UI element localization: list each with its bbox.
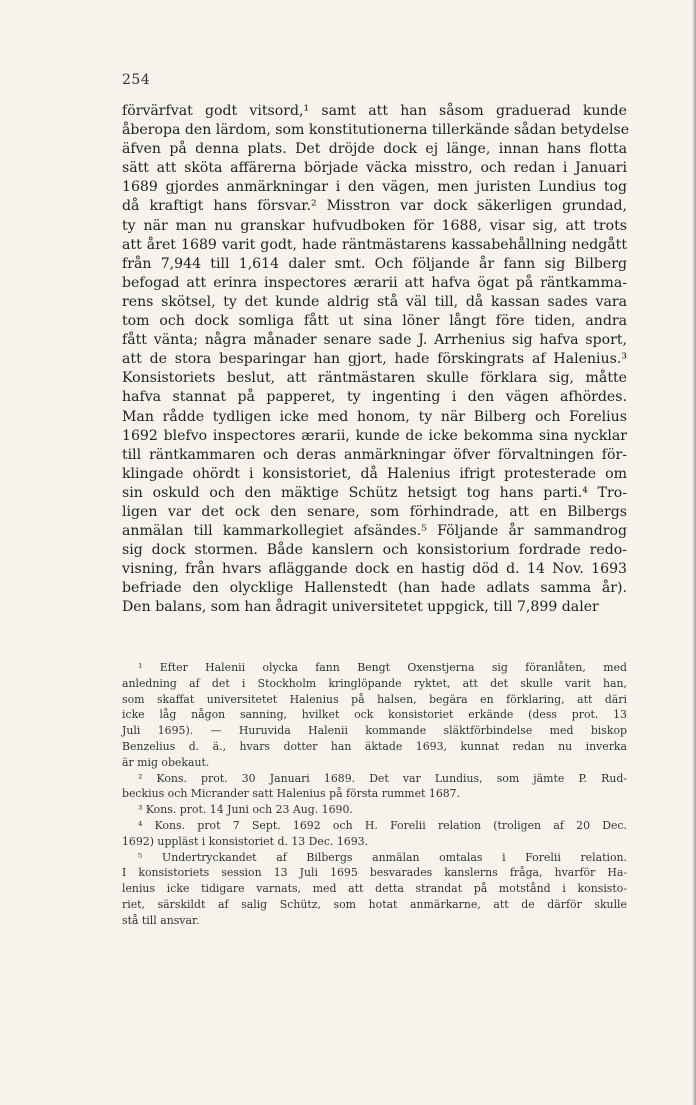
body-line: Konsistoriets beslut, att räntmästaren skulle förklara sig, måtte — [122, 370, 627, 387]
body-line: till räntkammaren och deras anmärkningar öfver förvaltningen för- — [122, 446, 627, 463]
footnote-1-line: är mig obekaut. — [122, 755, 210, 769]
body-line: då kraftigt hans försvar.² Misstron var dock säkerligen grundad, — [122, 198, 627, 215]
body-line: ty när man nu granskar hufvudboken för 1688, visar sig, att trots — [122, 217, 627, 234]
body-line: hafva stannat på papperet, ty ingenting i den vägen afhördes. — [122, 389, 627, 406]
body-line: äfven på denna plats. Det dröjde dock ej länge, innan hans flotta — [122, 141, 627, 158]
footnote-1-line: ¹ Efter Halenii olycka fann Bengt Oxenstjerna sig föranlåten, med — [138, 661, 627, 674]
footnote-1-line: Benzelius d. ä., hvars dotter han äktade 1693, kunnat redan nu inverka — [122, 739, 627, 753]
footnote-5-line: stå till ansvar. — [122, 913, 200, 927]
footnote-4-line: 1692) uppläst i konsistoriet d. 13 Dec. 1693. — [122, 834, 369, 848]
page-number: 254 — [122, 72, 151, 88]
body-line: ligen var det ock den senare, som förhindrade, att en Bilbergs — [122, 503, 627, 520]
footnote-2-line: beckius och Micrander satt Halenius på första rummet 1687. — [122, 787, 461, 801]
body-line: 1689 gjordes anmärkningar i den vägen, men juristen Lundius tog — [122, 179, 627, 196]
footnote-4-line: ⁴ Kons. prot 7 Sept. 1692 och H. Forelii relation (troligen af 20 Dec. — [138, 818, 627, 832]
body-line: befriade den olycklige Hallenstedt (han hade adlats samma år). — [122, 580, 627, 597]
footnote-1-line: icke låg någon sanning, hvilket ock konsistoriet erkände (dess prot. 13 — [122, 708, 627, 722]
body-line: från 7,944 till 1,614 daler smt. Och följande år fann sig Bilberg — [122, 255, 627, 272]
body-line: anmälan till kammarkollegiet afsändes.⁵ Följande år sammandrog — [122, 523, 627, 540]
body-line: sätt att sköta affärerna började väcka misstro, och redan i Januari — [122, 160, 627, 177]
body-line: tom och dock somliga fått ut sina löner långt före tiden, andra — [122, 313, 627, 330]
footnote-1-line: som skaffat universitetet Halenius på halsen, begära en förklaring, att däri — [122, 692, 627, 706]
body-line: Man rådde tydligen icke med honom, ty när Bilberg och Forelius — [122, 408, 627, 425]
body-line: visning, från hvars afläggande dock en hastig död d. 14 Nov. 1693 — [122, 561, 627, 578]
body-line: Den balans, som han ådragit universitetet uppgick, till 7,899 daler — [122, 599, 599, 616]
body-text — [122, 102, 630, 618]
footnote-5-line: I konsistoriets session 13 Juli 1695 besvarades kanslerns fråga, hvarför Ha- — [122, 866, 627, 880]
body-line: sig dock stormen. Både kanslern och konsistorium fordrade redo- — [122, 542, 627, 559]
footnote-5-line: riet, särskildt af salig Schütz, som hotat anmärkarne, att de därför skulle — [122, 897, 627, 911]
body-line: befogad att erinra inspectores ærarii att hafva ögat på räntkamma- — [122, 274, 627, 291]
footnote-5-line: ⁵ Undertryckandet af Bilbergs anmälan omtalas i Forelii relation. — [138, 850, 627, 864]
footnote-1-line: Juli 1695). — Huruvida Halenii kommande släktförbindelse med biskop — [122, 724, 627, 738]
footnotes — [122, 660, 627, 929]
body-line: sin oskuld och den mäktige Schütz hetsigt tog hans parti.⁴ Tro- — [122, 484, 627, 501]
body-line: 1692 blefvo inspectores ærarii, kunde de icke bekomma sina nycklar — [122, 427, 627, 444]
body-line: åberopa den lärdom, som konstitutionerna tillerkände sådan betydelse — [122, 122, 630, 139]
body-line: att de stora besparingar han gjort, hade förskingrats af Halenius.³ — [122, 351, 627, 368]
page-edge-shadow — [692, 0, 696, 1105]
body-line: rens skötsel, ty det kunde aldrig stå väl till, då kassan sades vara — [122, 293, 627, 310]
footnote-2-line: ² Kons. prot. 30 Januari 1689. Det var Lundius, som jämte P. Rud- — [138, 771, 627, 785]
footnote-1-line: anledning af det i Stockholm kringlöpande ryktet, att det skulle varit han, — [122, 676, 627, 690]
footnote-3-line: ³ Kons. prot. 14 Juni och 23 Aug. 1690. — [138, 803, 353, 817]
body-line: att året 1689 varit godt, hade räntmästarens kassabehållning nedgått — [122, 236, 627, 253]
body-line: fått vänta; några månader senare sade J. Arrhenius sig hafva sport, — [122, 332, 627, 349]
body-line: förvärfvat godt vitsord,¹ samt att han såsom graduerad kunde — [122, 103, 627, 119]
footnote-5-line: lenius icke tidigare varnats, med att detta strandat på motstånd i konsisto- — [122, 882, 627, 896]
body-line: klingade ohördt i konsistoriet, då Halenius ifrigt protesterade om — [122, 465, 627, 482]
